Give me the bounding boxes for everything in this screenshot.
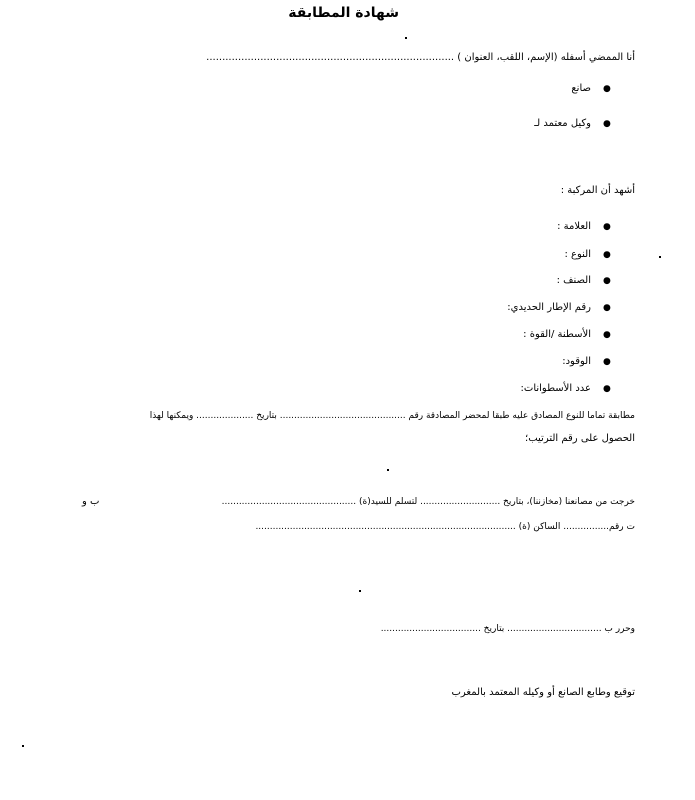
document-title: شهادة المطابقة <box>288 5 399 21</box>
certify-label: أشهد أن المركبة : <box>560 185 635 196</box>
role-item-agent: وكيل معتمد لـ <box>534 118 591 129</box>
scan-speck <box>659 256 661 258</box>
done-at-line: وحرر ب ................................. بتاريخ ................................... <box>380 624 635 634</box>
bullet-icon: ● <box>603 276 611 286</box>
scan-speck <box>22 745 24 747</box>
bullet-icon: ● <box>603 84 611 94</box>
bullet-icon: ● <box>603 222 611 232</box>
role-item-manufacturer: صانع <box>571 83 591 94</box>
field-cylinder-count: عدد الأسطوانات: <box>520 383 591 394</box>
intro-line: أنا الممضي أسفله (الإسم، اللقب، العنوان ) .............................................................................. <box>206 52 635 63</box>
field-fuel: الوقود: <box>562 356 591 367</box>
field-brand: العلامة : <box>557 221 591 232</box>
field-cylinders-power: الأسطنة /القوة : <box>523 329 591 340</box>
bullet-icon: ● <box>603 357 611 367</box>
scan-speck <box>405 37 407 39</box>
field-chassis-number: رقم الإطار الحديدي: <box>507 302 591 313</box>
bullet-icon: ● <box>603 119 611 129</box>
conformity-line: مطابقة تماما للنوع المصادق عليه طبقا لمحضر المصادقة رقم ............................................ بتاريخ .................... ويمكنها لهذا <box>149 411 635 421</box>
scan-speck <box>359 590 361 592</box>
conformity-line-2: الحصول على رقم الترتيب؛ <box>525 433 635 444</box>
bullet-icon: ● <box>603 330 611 340</box>
bullet-icon: ● <box>603 384 611 394</box>
field-category: الصنف : <box>556 275 591 286</box>
signature-line: توقيع وطابع الصانع أو وكيله المعتمد بالمغرب <box>451 687 635 698</box>
left-factory-line-2: ت رقم................ الساكن (ة) ........................................................................................... <box>255 522 635 532</box>
field-type: النوع : <box>564 249 591 260</box>
bullet-icon: ● <box>603 303 611 313</box>
scan-speck <box>387 469 389 471</box>
bullet-icon: ● <box>603 250 611 260</box>
left-factory-line: خرجت من مصانعنا (مخازننا)، بتاريخ ............................ لتسلم للسيد(ة) ............................................... <box>221 497 635 507</box>
left-factory-tail: ب و <box>82 496 100 507</box>
